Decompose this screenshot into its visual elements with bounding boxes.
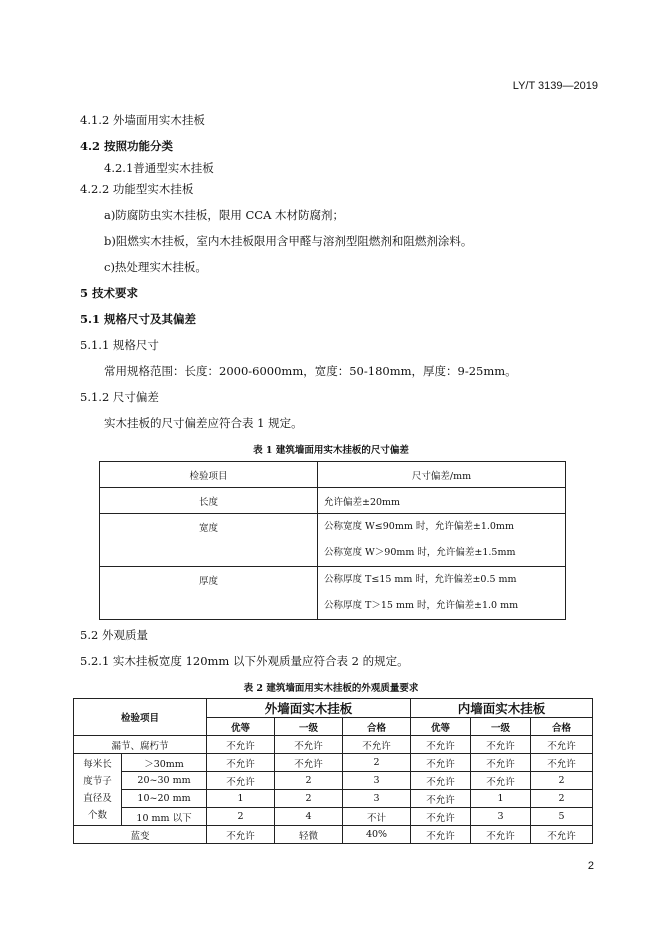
table-cell: 不允许 xyxy=(471,772,531,790)
thickness-deviation-1: 公称厚度 T≤15 mm 时，允许偏差±0.5 mm xyxy=(324,574,517,585)
table-cell: 不允许 xyxy=(471,826,531,844)
item-c: c)热处理实木挂板。 xyxy=(104,260,207,274)
section-5-1-1: 5.1.1 规格尺寸 xyxy=(80,338,159,352)
grade-inner-superior: 优等 xyxy=(411,718,471,736)
table-cell: 2 xyxy=(207,808,275,826)
table1-row-width: 宽度 xyxy=(100,514,318,567)
table-cell: 4 xyxy=(275,808,343,826)
knot-label-line: 直径及 xyxy=(83,792,112,804)
table-cell: 2 xyxy=(275,772,343,790)
table-cell: 5 xyxy=(531,808,593,826)
table1-row-length: 长度 xyxy=(100,488,318,514)
page-number: 2 xyxy=(587,860,594,872)
table-cell: 不允许 xyxy=(411,808,471,826)
standard-code: LY/T 3139—2019 xyxy=(512,80,598,92)
table-cell: 1 xyxy=(471,790,531,808)
table-cell: 不允许 xyxy=(207,826,275,844)
thickness-deviation-2: 公称厚度 T＞15 mm 时，允许偏差±1.0 mm xyxy=(324,600,519,611)
table1-length-value: 允许偏差±20mm xyxy=(318,488,566,514)
table-cell: 轻微 xyxy=(275,826,343,844)
table-cell: 不计 xyxy=(343,808,411,826)
table2-header-outer: 外墙面实木挂板 xyxy=(207,699,411,718)
knot-range: 10 mm 以下 xyxy=(122,808,207,826)
table-cell: 1 xyxy=(207,790,275,808)
table-row xyxy=(74,736,593,754)
table-cell: 不允许 xyxy=(531,736,593,754)
table-cell: 不允许 xyxy=(411,826,471,844)
grade-inner-qualified: 合格 xyxy=(531,718,593,736)
table-cell: 不允许 xyxy=(471,736,531,754)
table-cell: 不允许 xyxy=(207,754,275,772)
table1-thickness-values xyxy=(318,567,566,620)
grade-outer-superior: 优等 xyxy=(207,718,275,736)
knot-range: 20~30 mm xyxy=(122,772,207,790)
table-cell: 不允许 xyxy=(411,736,471,754)
table-cell: 不允许 xyxy=(531,754,593,772)
deviation-ref-text: 实木挂板的尺寸偏差应符合表 1 规定。 xyxy=(104,416,303,430)
table1-width-values xyxy=(318,514,566,567)
table-cell: 3 xyxy=(343,772,411,790)
table-cell: 40% xyxy=(343,826,411,844)
knot-label-line: 每米长 xyxy=(83,758,112,770)
table1-row-thickness: 厚度 xyxy=(100,567,318,620)
knot-range: 10~20 mm xyxy=(122,790,207,808)
item-a: a)防腐防虫实木挂板，限用 CCA 木材防腐剂； xyxy=(104,208,345,222)
grade-outer-qualified: 合格 xyxy=(343,718,411,736)
table-cell: 3 xyxy=(471,808,531,826)
table-row xyxy=(74,808,593,826)
section-4-2-1: 4.2.1普通型实木挂板 xyxy=(104,161,214,175)
section-4-2: 4.2 按照功能分类 xyxy=(80,139,174,153)
row-label-blue-stain: 蓝变 xyxy=(74,826,207,844)
table-cell: 不允许 xyxy=(531,826,593,844)
knot-range: ＞30mm xyxy=(122,754,207,772)
table-cell: 不允许 xyxy=(275,736,343,754)
table1-caption: 表 1 建筑墙面用实木挂板的尺寸偏差 xyxy=(253,445,409,456)
section-5: 5 技术要求 xyxy=(80,286,139,300)
table-cell: 2 xyxy=(531,790,593,808)
grade-inner-first: 一级 xyxy=(471,718,531,736)
section-5-1: 5.1 规格尺寸及其偏差 xyxy=(80,312,197,326)
table-cell: 不允许 xyxy=(275,754,343,772)
table-cell: 3 xyxy=(343,790,411,808)
table-cell: 不允许 xyxy=(343,736,411,754)
row-label-rot-knot: 漏节、腐朽节 xyxy=(74,736,207,754)
section-5-1-2: 5.1.2 尺寸偏差 xyxy=(80,390,159,404)
table-cell: 不允许 xyxy=(207,772,275,790)
row-label-knot-diameter xyxy=(74,754,122,826)
table-cell: 2 xyxy=(275,790,343,808)
table-row xyxy=(74,790,593,808)
table-cell: 不允许 xyxy=(207,736,275,754)
table1-header-item: 检验项目 xyxy=(100,462,318,488)
section-4-2-2: 4.2.2 功能型实木挂板 xyxy=(80,182,194,196)
section-5-2: 5.2 外观质量 xyxy=(80,628,148,642)
item-b: b)阻燃实木挂板，室内木挂板限用含甲醛与溶剂型阻燃剂和阻燃剂涂料。 xyxy=(104,234,473,248)
knot-label-line: 度节子 xyxy=(83,775,112,787)
table1 xyxy=(99,461,566,620)
width-deviation-2: 公称宽度 W＞90mm 时，允许偏差±1.5mm xyxy=(324,547,516,558)
table-cell: 不允许 xyxy=(411,772,471,790)
table-cell: 不允许 xyxy=(471,754,531,772)
table2-caption: 表 2 建筑墙面用实木挂板的外观质量要求 xyxy=(243,683,419,694)
table-cell: 2 xyxy=(343,754,411,772)
section-5-2-1: 5.2.1 实木挂板宽度 120mm 以下外观质量应符合表 2 的规定。 xyxy=(80,654,409,668)
table2-header-inner: 内墙面实木挂板 xyxy=(411,699,593,718)
grade-outer-first: 一级 xyxy=(275,718,343,736)
table2-header-item: 检验项目 xyxy=(74,699,207,736)
table-row xyxy=(74,772,593,790)
knot-label-line: 个数 xyxy=(87,809,107,821)
table-cell: 不允许 xyxy=(411,790,471,808)
table1-header-deviation: 尺寸偏差/mm xyxy=(318,462,566,488)
table-cell: 2 xyxy=(531,772,593,790)
table-row xyxy=(74,754,593,772)
table2 xyxy=(73,698,593,844)
width-deviation-1: 公称宽度 W≤90mm 时，允许偏差±1.0mm xyxy=(324,521,514,532)
table-cell: 不允许 xyxy=(411,754,471,772)
spec-range-text: 常用规格范围：长度：2000-6000mm，宽度：50-180mm，厚度：9-25mm。 xyxy=(104,364,517,378)
table-row xyxy=(74,826,593,844)
section-4-1-2: 4.1.2 外墙面用实木挂板 xyxy=(80,113,205,127)
